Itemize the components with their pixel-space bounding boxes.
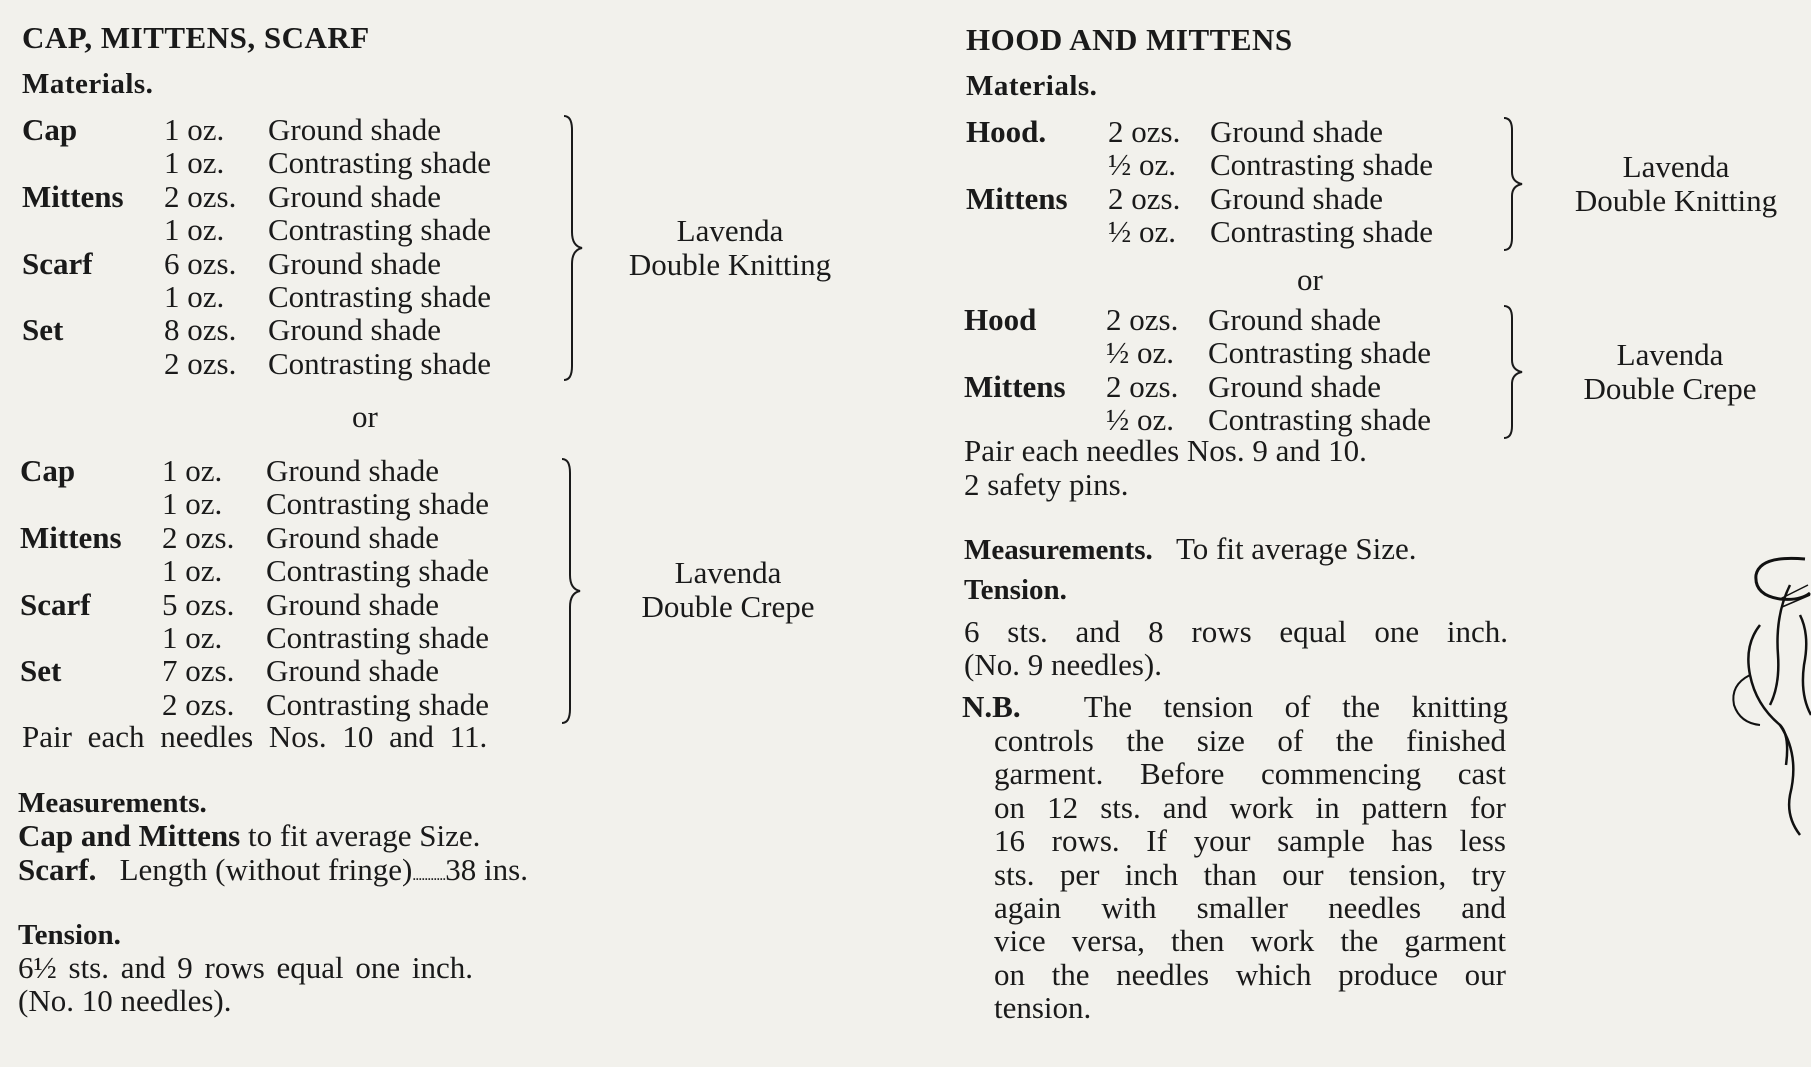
knitting-hands-illustration — [1720, 555, 1811, 855]
nb-text-line: 16 rows. If your sample has less — [994, 823, 1506, 859]
right-yarn-knitting — [1540, 150, 1811, 218]
material-quantity: 5 ozs. — [162, 586, 235, 622]
scarf-dot-leader: ........... — [412, 867, 446, 884]
material-shade: Contrasting shade — [1210, 147, 1433, 183]
material-item-label: Mittens — [964, 368, 1066, 404]
left-scarf-line — [18, 853, 528, 893]
nb-text-line: garment. Before commencing cast — [994, 756, 1506, 792]
material-quantity: 1 oz. — [164, 279, 225, 314]
right-needles: Pair each needles Nos. 9 and 10. — [964, 433, 1367, 468]
material-quantity: 2 ozs. — [162, 686, 235, 722]
right-or-label: or — [1297, 262, 1323, 297]
nb-text-line: The tension of the knitting — [1083, 689, 1509, 724]
material-quantity: 8 ozs. — [164, 312, 237, 348]
yarn-type: Double Knitting — [628, 247, 832, 282]
nb-text-line: on the needles which produce our — [994, 956, 1506, 992]
material-shade: Ground shade — [268, 178, 442, 214]
material-item-label: Mittens — [20, 519, 122, 555]
material-shade: Contrasting shade — [268, 279, 491, 314]
material-quantity: 2 ozs. — [1106, 302, 1179, 337]
material-shade: Contrasting shade — [266, 486, 489, 522]
right-measurements-line — [964, 532, 1417, 567]
material-shade: Ground shade — [266, 653, 440, 689]
right-yarn-crepe — [1540, 338, 1800, 406]
material-item-label: Scarf — [20, 586, 91, 622]
material-shade: Contrasting shade — [266, 620, 489, 655]
left-tension-label: Tension. — [18, 919, 121, 951]
left-or-label: or — [352, 399, 378, 434]
right-nb-last-line: tension. — [994, 990, 1092, 1025]
material-quantity: 1 oz. — [162, 453, 223, 488]
material-quantity: 7 ozs. — [162, 653, 235, 689]
material-shade: Contrasting shade — [268, 145, 491, 181]
yarn-name: Lavenda — [1616, 337, 1724, 372]
left-brace-knitting — [562, 114, 586, 382]
material-shade: Ground shade — [268, 245, 442, 281]
left-tension-line2: (No. 10 needles). — [18, 983, 232, 1018]
yarn-name: Lavenda — [674, 555, 782, 590]
material-quantity: 2 ozs. — [1108, 114, 1181, 149]
nb-text-line: again with smaller needles and — [994, 890, 1506, 925]
yarn-name: Lavenda — [676, 213, 784, 248]
right-measurements-label: Measurements. — [964, 534, 1153, 566]
material-quantity: ½ oz. — [1106, 335, 1175, 371]
nb-text-line: controls the size of the finished — [994, 723, 1506, 758]
right-brace-knitting — [1502, 116, 1526, 252]
right-tension-label: Tension. — [964, 574, 1067, 606]
material-item-label: Cap — [20, 453, 76, 488]
yarn-type: Double Crepe — [1583, 371, 1757, 406]
scarf-label: Scarf. — [18, 852, 97, 887]
material-shade: Contrasting shade — [266, 553, 489, 589]
right-measurements-size: To fit average Size. — [1175, 531, 1417, 566]
material-item-label: Hood. — [966, 114, 1047, 149]
right-heading: HOOD AND MITTENS — [966, 22, 1293, 57]
right-brace-crepe — [1502, 304, 1526, 440]
material-quantity: 1 oz. — [164, 212, 225, 248]
material-shade: Ground shade — [1210, 114, 1384, 149]
yarn-name: Lavenda — [1622, 149, 1730, 184]
yarn-type: Double Knitting — [1574, 183, 1778, 218]
cap-mittens-label: Cap and Mittens — [18, 818, 241, 853]
material-shade: Ground shade — [268, 312, 442, 348]
material-item-label: Mittens — [966, 180, 1068, 216]
nb-text-line: vice versa, then work the garment — [994, 923, 1506, 959]
material-shade: Contrasting shade — [1208, 335, 1431, 371]
material-quantity: 1 oz. — [164, 112, 225, 147]
scarf-length-value: 38 ins. — [445, 852, 528, 887]
material-quantity: 2 ozs. — [162, 519, 235, 555]
right-tension-line2: (No. 9 needles). — [964, 647, 1162, 682]
scarf-length-label: Length (without fringe) — [119, 852, 413, 887]
material-item-label: Hood — [964, 302, 1037, 337]
material-quantity: 6 ozs. — [164, 245, 237, 281]
material-quantity: 2 ozs. — [1108, 180, 1181, 216]
right-materials-label: Materials. — [966, 70, 1098, 102]
left-measurements-label: Measurements. — [18, 787, 207, 819]
nb-text-line: sts. per inch than our tension, try — [994, 856, 1506, 892]
material-shade: Contrasting shade — [1208, 402, 1431, 438]
material-item-label: Set — [20, 653, 62, 689]
material-shade: Ground shade — [1208, 368, 1382, 404]
cap-mittens-size: to fit average Size. — [240, 818, 481, 853]
nb-text-line: on 12 sts. and work in pattern for — [994, 789, 1506, 825]
material-shade: Contrasting shade — [268, 212, 491, 248]
left-materials-label: Materials. — [22, 68, 154, 100]
material-quantity: 1 oz. — [164, 145, 225, 181]
material-quantity: 1 oz. — [162, 620, 223, 655]
material-quantity: 2 ozs. — [1106, 368, 1179, 404]
material-shade: Contrasting shade — [1210, 214, 1433, 250]
material-shade: Ground shade — [266, 586, 440, 622]
material-item-label: Scarf — [22, 245, 93, 281]
material-quantity: ½ oz. — [1106, 402, 1175, 438]
material-shade: Ground shade — [1210, 180, 1384, 216]
left-yarn-knitting — [600, 214, 860, 282]
material-item-label: Set — [22, 312, 64, 348]
material-quantity: 2 ozs. — [164, 178, 237, 214]
material-item-label: Cap — [22, 112, 78, 147]
material-quantity: 2 ozs. — [164, 345, 237, 381]
left-brace-crepe — [560, 457, 584, 725]
material-shade: Contrasting shade — [266, 686, 489, 722]
right-safety-pins: 2 safety pins. — [964, 467, 1129, 502]
material-shade: Contrasting shade — [268, 345, 491, 381]
right-nb-first-line — [962, 690, 1508, 724]
material-quantity: ½ oz. — [1108, 147, 1177, 183]
material-quantity: ½ oz. — [1108, 214, 1177, 250]
left-cap-mittens-line — [18, 819, 480, 853]
left-needles: Pair each needles Nos. 10 and 11. — [22, 719, 488, 754]
left-heading: CAP, MITTENS, SCARF — [22, 20, 370, 55]
left-tension-line1: 6½ sts. and 9 rows equal one inch. — [18, 950, 474, 985]
material-item-label: Mittens — [22, 178, 124, 214]
left-yarn-crepe — [598, 556, 858, 624]
material-shade: Ground shade — [1208, 302, 1382, 337]
material-quantity: 1 oz. — [162, 486, 223, 522]
material-quantity: 1 oz. — [162, 553, 223, 589]
material-shade: Ground shade — [266, 453, 440, 488]
material-shade: Ground shade — [268, 112, 442, 147]
nb-label: N.B. — [962, 689, 1021, 724]
material-shade: Ground shade — [266, 519, 440, 555]
right-tension-line1: 6 sts. and 8 rows equal one inch. — [964, 614, 1508, 649]
yarn-type: Double Crepe — [641, 589, 815, 624]
